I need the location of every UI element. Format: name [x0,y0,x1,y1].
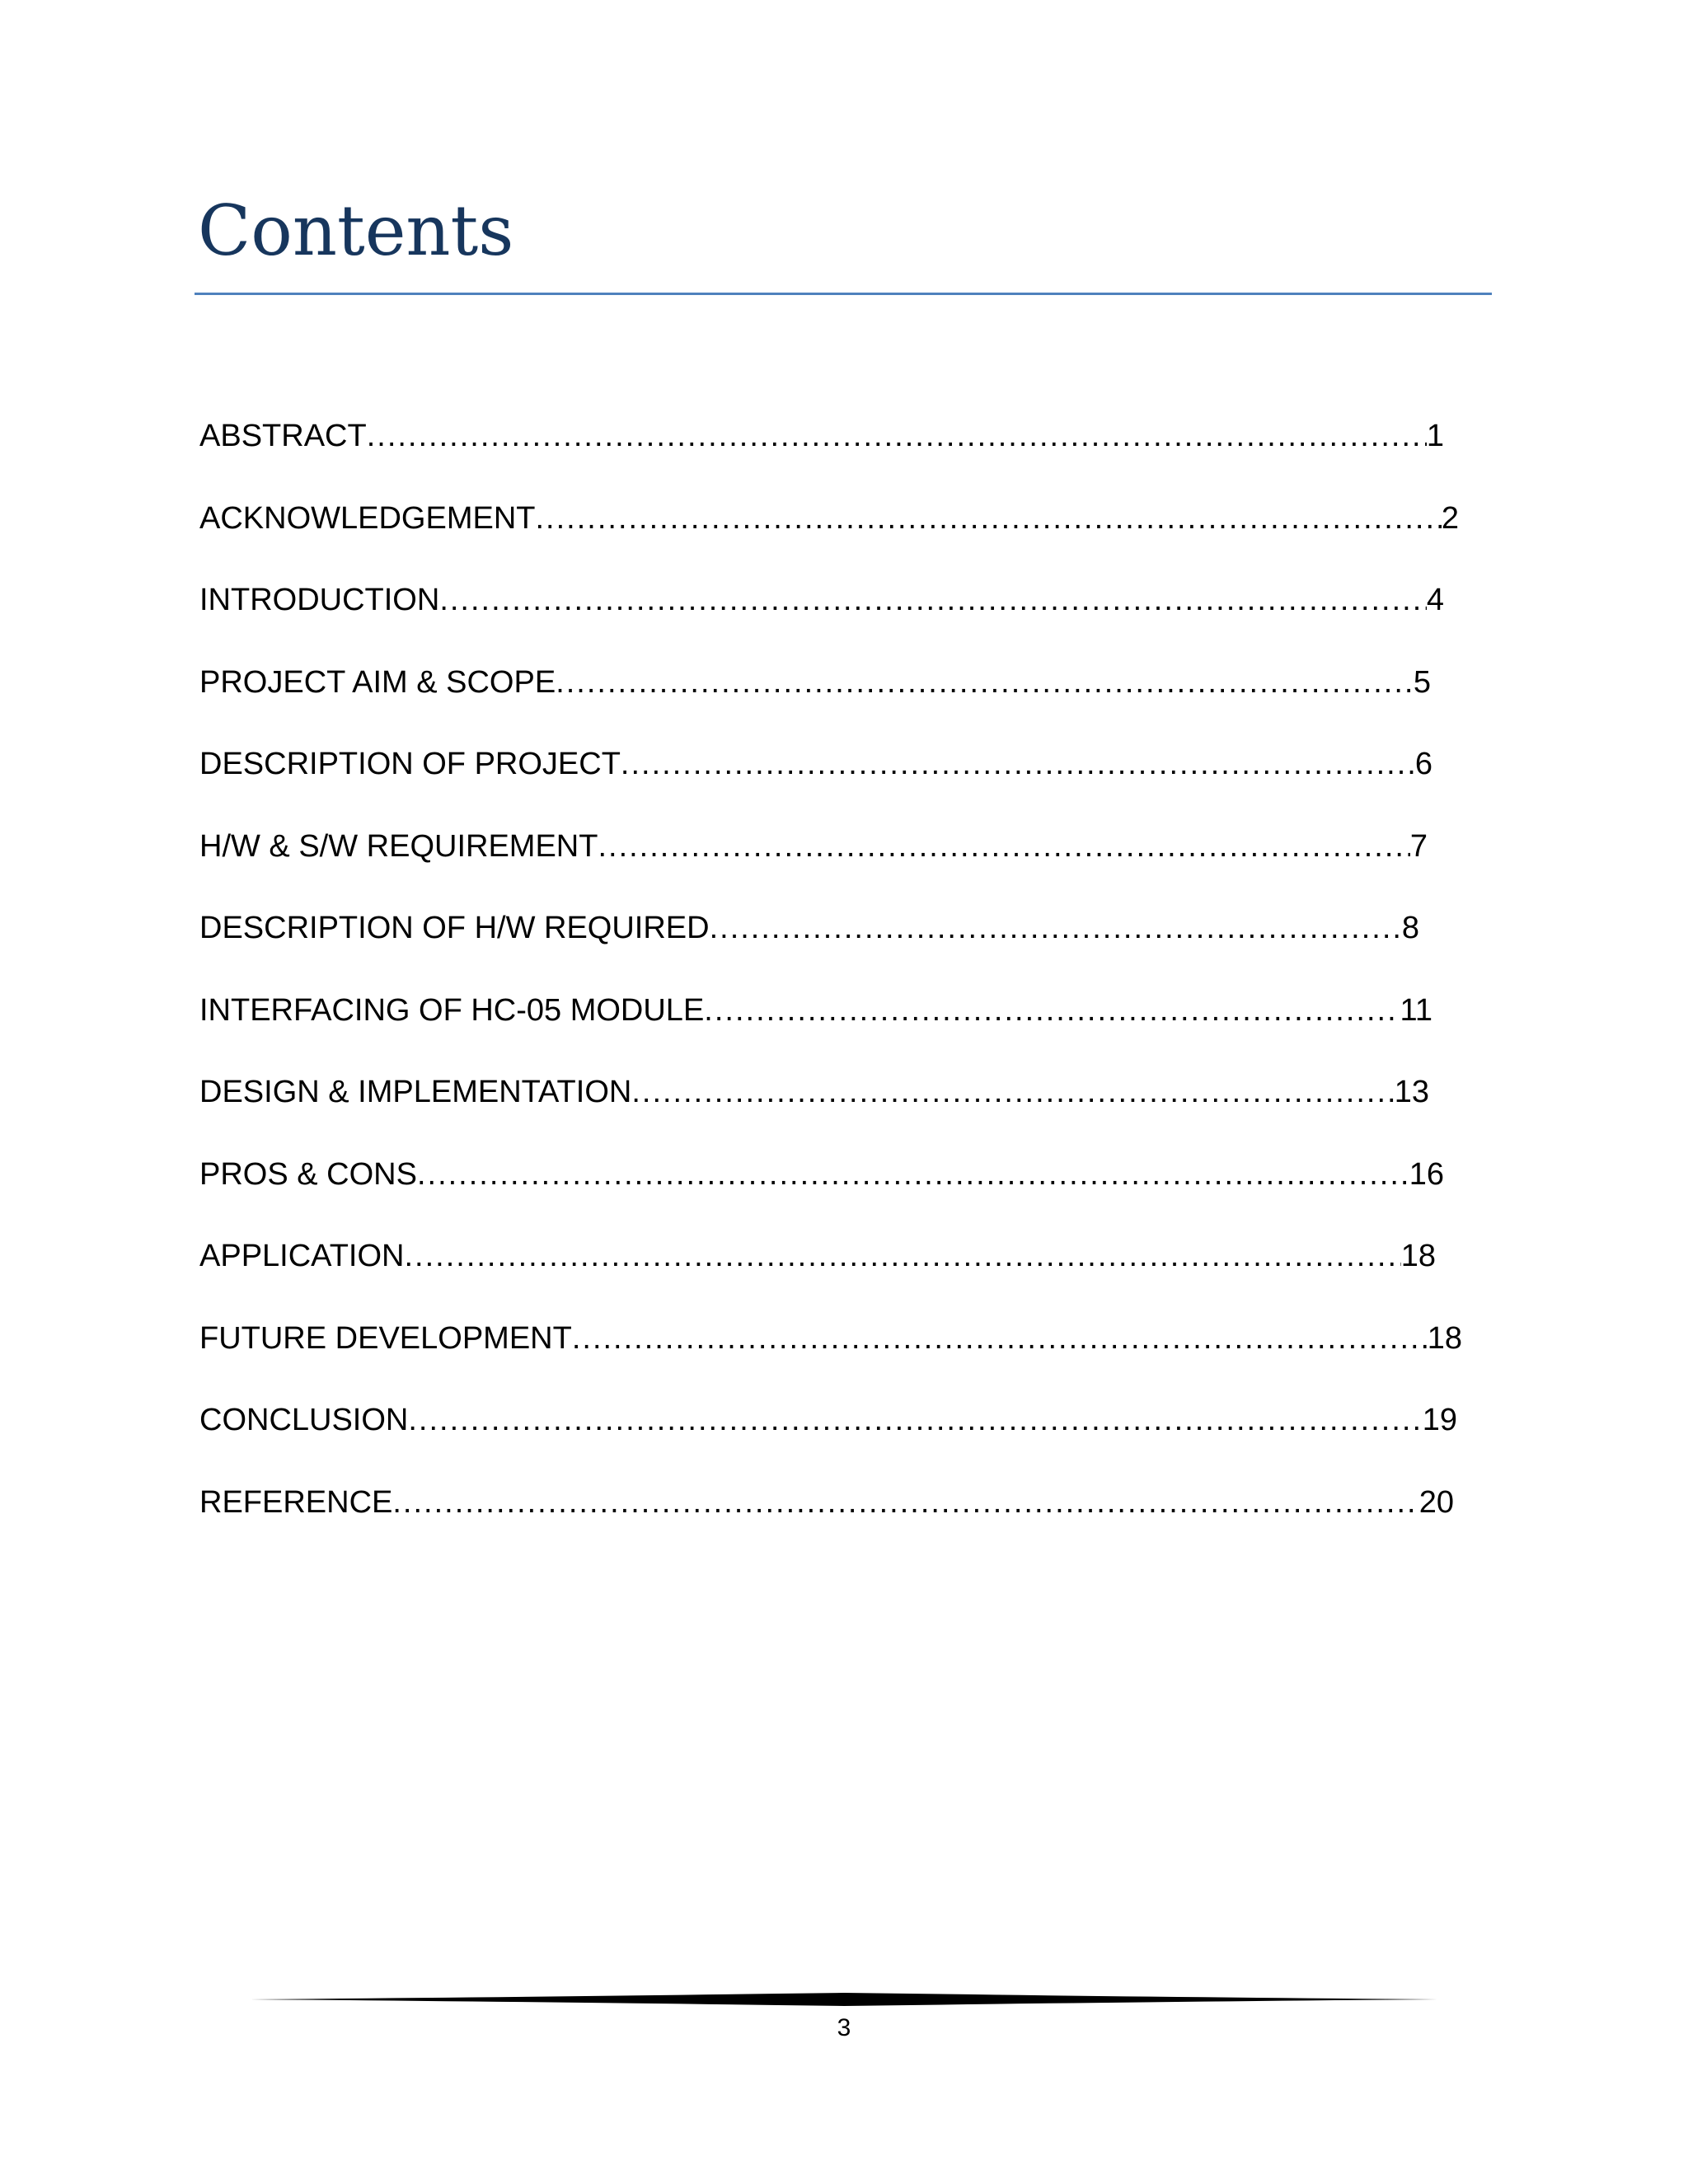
page-number: 3 [837,2014,851,2041]
toc-entry-label: INTRODUCTION [199,583,440,617]
toc-entry-page: 20 [1418,1484,1454,1520]
toc-entry-introduction[interactable] [199,584,1444,667]
toc-entry-interfacing-hc05[interactable] [199,992,1432,1077]
toc-leader-dots [367,420,1427,452]
toc-entry-hw-sw-requirement[interactable] [199,828,1428,913]
page-title: Contents [198,190,514,271]
toc-entry-acknowledgement[interactable] [199,500,1459,585]
toc-entry-label: H/W & S/W REQUIREMENT [199,828,598,864]
toc-entry-page: 13 [1394,1075,1429,1109]
toc-entry-label: DESIGN & IMPLEMENTATION [199,1075,632,1109]
toc-entry-label: CONCLUSION [199,1403,409,1437]
toc-entry-design-implementation[interactable] [199,1076,1429,1159]
toc-entry-label: INTERFACING OF HC-05 MODULE [199,992,705,1028]
toc-entry-page: 19 [1422,1403,1457,1437]
toc-leader-dots [408,1404,1422,1436]
toc-leader-dots [404,1240,1400,1272]
toc-entry-page: 4 [1426,583,1444,617]
toc-entry-page: 18 [1427,1320,1462,1356]
toc-entry-page: 16 [1409,1156,1444,1192]
toc-entry-label: ACKNOWLEDGEMENT [199,500,536,536]
footer-divider [251,1990,1437,2009]
toc-leader-dots [556,667,1414,698]
toc-entry-reference[interactable] [199,1484,1454,1569]
toc-entry-page: 2 [1441,500,1459,536]
toc-entry-label: REFERENCE [199,1484,393,1520]
toc-entry-label: ABSTRACT [199,419,367,453]
toc-entry-label: PROJECT AIM & SCOPE [199,664,556,700]
toc-entry-page: 5 [1413,664,1431,700]
toc-entry-description-of-hw-required[interactable] [199,912,1419,995]
toc-entry-page: 8 [1401,911,1419,945]
toc-entry-page: 11 [1400,992,1432,1028]
table-of-contents [199,420,1462,1568]
title-underline [195,293,1492,295]
toc-entry-abstract[interactable] [199,420,1444,503]
toc-leader-dots [710,912,1402,944]
toc-leader-dots [439,584,1427,616]
toc-entry-future-development[interactable] [199,1320,1462,1405]
toc-entry-label: DESCRIPTION OF PROJECT [199,747,621,781]
toc-leader-dots [572,1323,1428,1354]
toc-leader-dots [535,503,1441,534]
toc-entry-description-of-project[interactable] [199,748,1432,831]
toc-leader-dots [417,1159,1409,1190]
toc-entry-label: APPLICATION [199,1239,405,1273]
toc-entry-page: 1 [1426,419,1444,453]
toc-leader-dots [631,1076,1394,1108]
toc-leader-dots [704,995,1400,1026]
toc-entry-page: 6 [1414,747,1432,781]
toc-entry-page: 7 [1409,828,1428,864]
toc-leader-dots [598,831,1409,862]
toc-entry-page: 18 [1400,1239,1436,1273]
toc-entry-label: DESCRIPTION OF H/W REQUIRED [199,911,710,945]
toc-entry-project-aim-scope[interactable] [199,664,1431,749]
toc-leader-dots [621,748,1415,780]
toc-entry-pros-cons[interactable] [199,1156,1444,1241]
toc-entry-application[interactable] [199,1240,1436,1323]
toc-entry-conclusion[interactable] [199,1404,1457,1487]
toc-entry-label: FUTURE DEVELOPMENT [199,1320,572,1356]
toc-entry-label: PROS & CONS [199,1156,417,1192]
toc-leader-dots [392,1487,1418,1518]
